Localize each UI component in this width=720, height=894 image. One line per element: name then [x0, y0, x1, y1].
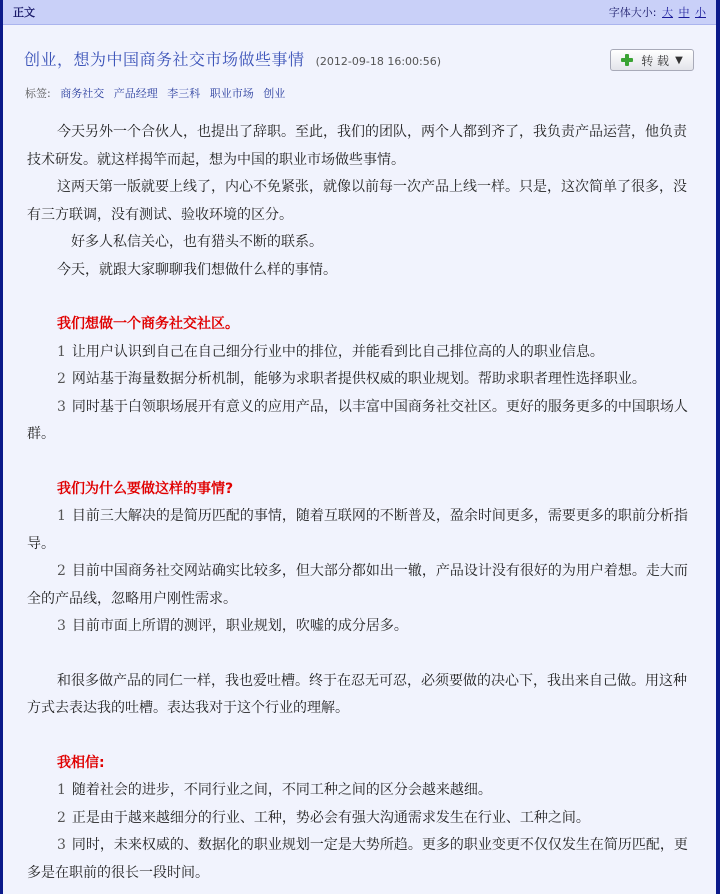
- article-title: 创业，想为中国商务社交市场做些事情: [24, 50, 305, 69]
- tags-label: 标签:: [25, 87, 51, 100]
- section-label: 正文: [13, 6, 35, 19]
- list-item: 2 网站基于海量数据分析机制，能够为求职者提供权威的职业规划。帮助求职者理性选择职业。: [57, 371, 646, 387]
- list-item: 3 同时基于白领职场展开有意义的应用产品，以丰富中国商务社交社区。更好的服务更多的中国职场人群。: [27, 398, 688, 442]
- section-heading: 我们为什么要做这样的事情?: [57, 480, 234, 497]
- tag-link[interactable]: 产品经理: [113, 87, 158, 100]
- repost-button[interactable]: [610, 49, 694, 71]
- repost-label: 转 载: [641, 53, 670, 68]
- tag-link[interactable]: 职业市场: [209, 87, 254, 100]
- list-item: 3 同时，未来权威的、数据化的职业规划一定是大势所趋。更多的职业变更不仅仅发生在简历匹配，更多是在职前的很长一段时间。: [27, 837, 688, 881]
- paragraph: 今天另外一个合伙人，也提出了辞职。至此，我们的团队，两个人都到齐了，我负责产品运营，他负责技术研发。就这样揭竿而起，想为中国的职业市场做些事情。: [27, 124, 687, 168]
- list-item: 2 目前中国商务社交网站确实比较多，但大部分都如出一辙，产品设计没有很好的为用户着想。走大而全的产品线，忽略用户刚性需求。: [27, 563, 688, 607]
- list-item: 3 目前市面上所谓的测评，职业规划，吹嘘的成分居多。: [57, 618, 408, 634]
- article-body: [3, 101, 716, 887]
- list-item: 1 让用户认识到自己在自己细分行业中的排位，并能看到比自己排位高的人的职业信息。: [57, 343, 604, 360]
- font-size-label: 字体大小:: [608, 6, 657, 19]
- tag-link[interactable]: 李三科: [167, 87, 201, 100]
- font-size-small-link[interactable]: 小: [695, 6, 706, 19]
- tag-link[interactable]: 创业: [263, 87, 286, 100]
- article-date: (2012-09-18 16:00:56): [315, 55, 442, 68]
- top-bar: [3, 0, 716, 25]
- paragraph: 这两天第一版就要上线了，内心不免紧张，就像以前每一次产品上线一样。只是，这次简单了很多，没有三方联调，没有测试、验收环境的区分。: [27, 179, 687, 223]
- section-heading: 我们想做一个商务社交社区。: [57, 316, 239, 332]
- plus-icon: [621, 54, 633, 66]
- list-item: 1 目前三大解决的是简历匹配的事情，随着互联网的不断普及，盈余时间更多，需要更多的职前分析指导。: [27, 508, 688, 552]
- list-item: 2 正是由于越来越细分的行业、工种，势必会有强大沟通需求发生在行业、工种之间。: [57, 809, 590, 826]
- paragraph: 今天，就跟大家聊聊我们想做什么样的事情。: [57, 261, 337, 278]
- chevron-down-icon: ▼: [675, 54, 683, 66]
- tag-list: [3, 77, 716, 101]
- paragraph: 好多人私信关心，也有猎头不断的联系。: [71, 234, 323, 250]
- tag-link[interactable]: 商务社交: [60, 87, 105, 100]
- article-frame: [3, 0, 716, 894]
- list-item: 1 随着社会的进步，不同行业之间，不同工种之间的区分会越来越细。: [57, 782, 492, 798]
- font-size-large-link[interactable]: 大: [662, 6, 673, 19]
- font-size-control: [609, 4, 706, 20]
- section-heading: 我相信:: [57, 754, 105, 771]
- font-size-medium-link[interactable]: 中: [678, 6, 690, 19]
- title-row: [3, 25, 716, 77]
- spacer: [27, 641, 692, 668]
- paragraph: 和很多做产品的同仁一样，我也爱吐槽。终于在忍无可忍，必须要做的决心下，我出来自己做。用这种方式去表达我的吐槽。表达我对于这个行业的理解。: [27, 672, 687, 716]
